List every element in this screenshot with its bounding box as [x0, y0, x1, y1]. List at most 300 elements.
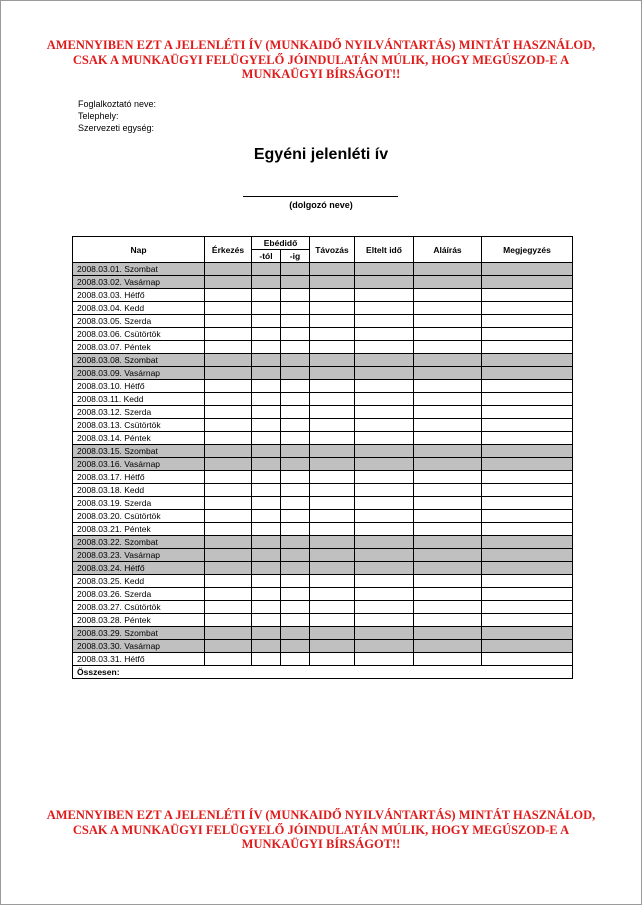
arrival-cell[interactable] — [205, 640, 252, 653]
remarks-cell[interactable] — [482, 640, 573, 653]
day-cell: 2008.03.11. Kedd — [73, 393, 205, 406]
lunch-from-cell[interactable] — [252, 653, 281, 666]
elapsed-cell[interactable] — [355, 432, 414, 445]
signature-cell[interactable] — [414, 432, 482, 445]
unit-label: Szervezeti egység: — [78, 123, 155, 133]
header-departure: Távozás — [310, 237, 355, 263]
signature-cell[interactable] — [414, 484, 482, 497]
lunch-from-cell[interactable] — [252, 341, 281, 354]
lunch-to-cell[interactable] — [281, 419, 310, 432]
day-cell: 2008.03.12. Szerda — [73, 406, 205, 419]
day-cell: 2008.03.31. Hétfő — [73, 653, 205, 666]
day-cell: 2008.03.18. Kedd — [73, 484, 205, 497]
elapsed-cell[interactable] — [355, 497, 414, 510]
day-cell: 2008.03.16. Vasárnap — [73, 458, 205, 471]
table-row — [73, 406, 573, 419]
lunch-from-cell[interactable] — [252, 510, 281, 523]
remarks-cell[interactable] — [482, 575, 573, 588]
lunch-from-cell[interactable] — [252, 458, 281, 471]
lunch-to-cell[interactable] — [281, 484, 310, 497]
signature-cell[interactable] — [414, 367, 482, 380]
lunch-to-cell[interactable] — [281, 458, 310, 471]
arrival-cell[interactable] — [205, 549, 252, 562]
table-row — [73, 601, 573, 614]
elapsed-cell[interactable] — [355, 653, 414, 666]
remarks-cell[interactable] — [482, 276, 573, 289]
table-row — [73, 276, 573, 289]
signature-cell[interactable] — [414, 315, 482, 328]
signature-cell[interactable] — [414, 380, 482, 393]
elapsed-cell[interactable] — [355, 406, 414, 419]
remarks-cell[interactable] — [482, 653, 573, 666]
elapsed-cell[interactable] — [355, 393, 414, 406]
day-cell: 2008.03.20. Csütörtök — [73, 510, 205, 523]
day-cell: 2008.03.17. Hétfő — [73, 471, 205, 484]
remarks-cell[interactable] — [482, 367, 573, 380]
elapsed-cell[interactable] — [355, 575, 414, 588]
table-row — [73, 627, 573, 640]
lunch-from-cell[interactable] — [252, 601, 281, 614]
remarks-cell[interactable] — [482, 523, 573, 536]
signature-cell[interactable] — [414, 263, 482, 276]
remarks-cell[interactable] — [482, 263, 573, 276]
total-row — [73, 666, 573, 679]
signature-cell[interactable] — [414, 640, 482, 653]
lunch-to-cell[interactable] — [281, 562, 310, 575]
lunch-from-cell[interactable] — [252, 276, 281, 289]
elapsed-cell[interactable] — [355, 341, 414, 354]
day-cell: 2008.03.08. Szombat — [73, 354, 205, 367]
lunch-to-cell[interactable] — [281, 406, 310, 419]
lunch-to-cell[interactable] — [281, 328, 310, 341]
remarks-cell[interactable] — [482, 302, 573, 315]
header-lunch: Ebédidő — [252, 237, 310, 250]
table-row — [73, 510, 573, 523]
lunch-from-cell[interactable] — [252, 419, 281, 432]
lunch-to-cell[interactable] — [281, 471, 310, 484]
arrival-cell[interactable] — [205, 536, 252, 549]
day-cell: 2008.03.30. Vasárnap — [73, 640, 205, 653]
table-row — [73, 380, 573, 393]
lunch-from-cell[interactable] — [252, 289, 281, 302]
day-cell: 2008.03.23. Vasárnap — [73, 549, 205, 562]
elapsed-cell[interactable] — [355, 549, 414, 562]
table-row — [73, 523, 573, 536]
departure-cell[interactable] — [310, 328, 355, 341]
employee-name-line — [243, 196, 398, 197]
day-cell: 2008.03.19. Szerda — [73, 497, 205, 510]
lunch-from-cell[interactable] — [252, 315, 281, 328]
table-row — [73, 562, 573, 575]
lunch-to-cell[interactable] — [281, 523, 310, 536]
remarks-cell[interactable] — [482, 549, 573, 562]
lunch-from-cell[interactable] — [252, 393, 281, 406]
timesheet-body — [73, 263, 573, 666]
departure-cell[interactable] — [310, 601, 355, 614]
remarks-cell[interactable] — [482, 562, 573, 575]
table-row — [73, 367, 573, 380]
day-cell: 2008.03.05. Szerda — [73, 315, 205, 328]
signature-cell[interactable] — [414, 393, 482, 406]
day-cell: 2008.03.27. Csütörtök — [73, 601, 205, 614]
remarks-cell[interactable] — [482, 432, 573, 445]
remarks-cell[interactable] — [482, 315, 573, 328]
warning-banner-bottom: AMENNYIBEN EZT A JELENLÉTI ÍV (MUNKAIDŐ NYILVÁNTARTÁS) MINTÁT HASZNÁLOD, CSAK A MUNKAÜGYI FELÜGYELŐ JÓINDULATÁN MÚLIK, HOGY MEGÚSZOD-E A MUNKAÜGYI BÍRSÁGOT!! — [46, 808, 596, 851]
signature-cell[interactable] — [414, 497, 482, 510]
day-cell: 2008.03.28. Péntek — [73, 614, 205, 627]
signature-cell[interactable] — [414, 653, 482, 666]
lunch-to-cell[interactable] — [281, 640, 310, 653]
lunch-to-cell[interactable] — [281, 302, 310, 315]
signature-cell[interactable] — [414, 341, 482, 354]
signature-cell[interactable] — [414, 588, 482, 601]
departure-cell[interactable] — [310, 289, 355, 302]
lunch-to-cell[interactable] — [281, 445, 310, 458]
lunch-to-cell[interactable] — [281, 263, 310, 276]
table-row — [73, 484, 573, 497]
lunch-from-cell[interactable] — [252, 302, 281, 315]
day-cell: 2008.03.01. Szombat — [73, 263, 205, 276]
remarks-cell[interactable] — [482, 445, 573, 458]
arrival-cell[interactable] — [205, 341, 252, 354]
lunch-from-cell[interactable] — [252, 523, 281, 536]
departure-cell[interactable] — [310, 536, 355, 549]
remarks-cell[interactable] — [482, 354, 573, 367]
signature-cell[interactable] — [414, 510, 482, 523]
departure-cell[interactable] — [310, 354, 355, 367]
table-row — [73, 445, 573, 458]
elapsed-cell[interactable] — [355, 354, 414, 367]
table-row — [73, 432, 573, 445]
arrival-cell[interactable] — [205, 263, 252, 276]
header-remarks: Megjegyzés — [482, 237, 573, 263]
arrival-cell[interactable] — [205, 523, 252, 536]
table-row — [73, 354, 573, 367]
day-cell: 2008.03.15. Szombat — [73, 445, 205, 458]
header-day: Nap — [73, 237, 205, 263]
table-row — [73, 341, 573, 354]
lunch-from-cell[interactable] — [252, 367, 281, 380]
total-label: Összesen: — [73, 666, 573, 679]
lunch-from-cell[interactable] — [252, 497, 281, 510]
elapsed-cell[interactable] — [355, 523, 414, 536]
lunch-from-cell[interactable] — [252, 432, 281, 445]
elapsed-cell[interactable] — [355, 445, 414, 458]
departure-cell[interactable] — [310, 523, 355, 536]
lunch-from-cell[interactable] — [252, 471, 281, 484]
departure-cell[interactable] — [310, 627, 355, 640]
remarks-cell[interactable] — [482, 380, 573, 393]
lunch-to-cell[interactable] — [281, 575, 310, 588]
header-elapsed: Eltelt idő — [355, 237, 414, 263]
table-row — [73, 471, 573, 484]
departure-cell[interactable] — [310, 562, 355, 575]
signature-cell[interactable] — [414, 575, 482, 588]
day-cell: 2008.03.25. Kedd — [73, 575, 205, 588]
signature-cell[interactable] — [414, 328, 482, 341]
elapsed-cell[interactable] — [355, 601, 414, 614]
departure-cell[interactable] — [310, 588, 355, 601]
arrival-cell[interactable] — [205, 289, 252, 302]
lunch-to-cell[interactable] — [281, 627, 310, 640]
day-cell: 2008.03.24. Hétfő — [73, 562, 205, 575]
day-cell: 2008.03.21. Péntek — [73, 523, 205, 536]
elapsed-cell[interactable] — [355, 562, 414, 575]
departure-cell[interactable] — [310, 471, 355, 484]
elapsed-cell[interactable] — [355, 367, 414, 380]
warning-banner-top: AMENNYIBEN EZT A JELENLÉTI ÍV (MUNKAIDŐ NYILVÁNTARTÁS) MINTÁT HASZNÁLOD, CSAK A MUNKAÜGYI FELÜGYELŐ JÓINDULATÁN MÚLIK, HOGY MEGÚSZOD-E A MUNKAÜGYI BÍRSÁGOT!! — [46, 38, 596, 81]
day-cell: 2008.03.07. Péntek — [73, 341, 205, 354]
departure-cell[interactable] — [310, 406, 355, 419]
remarks-cell[interactable] — [482, 588, 573, 601]
signature-cell[interactable] — [414, 445, 482, 458]
day-cell: 2008.03.26. Szerda — [73, 588, 205, 601]
site-label: Telephely: — [78, 111, 119, 121]
departure-cell[interactable] — [310, 497, 355, 510]
lunch-to-cell[interactable] — [281, 341, 310, 354]
arrival-cell[interactable] — [205, 575, 252, 588]
arrival-cell[interactable] — [205, 328, 252, 341]
table-row — [73, 536, 573, 549]
lunch-from-cell[interactable] — [252, 380, 281, 393]
lunch-to-cell[interactable] — [281, 549, 310, 562]
elapsed-cell[interactable] — [355, 614, 414, 627]
table-row — [73, 289, 573, 302]
table-row — [73, 549, 573, 562]
day-cell: 2008.03.02. Vasárnap — [73, 276, 205, 289]
elapsed-cell[interactable] — [355, 315, 414, 328]
timesheet-table — [72, 236, 573, 679]
arrival-cell[interactable] — [205, 510, 252, 523]
lunch-from-cell[interactable] — [252, 562, 281, 575]
departure-cell[interactable] — [310, 614, 355, 627]
lunch-from-cell[interactable] — [252, 536, 281, 549]
lunch-to-cell[interactable] — [281, 367, 310, 380]
elapsed-cell[interactable] — [355, 263, 414, 276]
arrival-cell[interactable] — [205, 380, 252, 393]
arrival-cell[interactable] — [205, 627, 252, 640]
arrival-cell[interactable] — [205, 445, 252, 458]
lunch-from-cell[interactable] — [252, 575, 281, 588]
document-title: Egyéni jelenléti ív — [253, 146, 389, 163]
elapsed-cell[interactable] — [355, 302, 414, 315]
signature-cell[interactable] — [414, 458, 482, 471]
remarks-cell[interactable] — [482, 627, 573, 640]
lunch-to-cell[interactable] — [281, 276, 310, 289]
table-row — [73, 328, 573, 341]
day-cell: 2008.03.13. Csütörtök — [73, 419, 205, 432]
arrival-cell[interactable] — [205, 458, 252, 471]
remarks-cell[interactable] — [482, 510, 573, 523]
table-row — [73, 575, 573, 588]
table-row — [73, 497, 573, 510]
elapsed-cell[interactable] — [355, 640, 414, 653]
elapsed-cell[interactable] — [355, 471, 414, 484]
arrival-cell[interactable] — [205, 653, 252, 666]
departure-cell[interactable] — [310, 432, 355, 445]
signature-cell[interactable] — [414, 471, 482, 484]
remarks-cell[interactable] — [482, 419, 573, 432]
lunch-to-cell[interactable] — [281, 536, 310, 549]
departure-cell[interactable] — [310, 549, 355, 562]
lunch-to-cell[interactable] — [281, 510, 310, 523]
employer-info — [78, 98, 156, 134]
departure-cell[interactable] — [310, 653, 355, 666]
signature-cell[interactable] — [414, 354, 482, 367]
remarks-cell[interactable] — [482, 289, 573, 302]
lunch-from-cell[interactable] — [252, 263, 281, 276]
arrival-cell[interactable] — [205, 367, 252, 380]
table-row — [73, 315, 573, 328]
arrival-cell[interactable] — [205, 471, 252, 484]
table-row — [73, 653, 573, 666]
elapsed-cell[interactable] — [355, 627, 414, 640]
lunch-from-cell[interactable] — [252, 445, 281, 458]
remarks-cell[interactable] — [482, 536, 573, 549]
remarks-cell[interactable] — [482, 328, 573, 341]
lunch-to-cell[interactable] — [281, 601, 310, 614]
departure-cell[interactable] — [310, 575, 355, 588]
employer-name-label: Foglalkoztató neve: — [78, 99, 157, 109]
signature-cell[interactable] — [414, 302, 482, 315]
remarks-cell[interactable] — [482, 497, 573, 510]
table-row — [73, 263, 573, 276]
lunch-to-cell[interactable] — [281, 614, 310, 627]
arrival-cell[interactable] — [205, 614, 252, 627]
signature-cell[interactable] — [414, 627, 482, 640]
day-cell: 2008.03.14. Péntek — [73, 432, 205, 445]
employee-name-caption: (dolgozó neve) — [289, 200, 353, 210]
remarks-cell[interactable] — [482, 601, 573, 614]
lunch-to-cell[interactable] — [281, 393, 310, 406]
arrival-cell[interactable] — [205, 393, 252, 406]
elapsed-cell[interactable] — [355, 536, 414, 549]
arrival-cell[interactable] — [205, 302, 252, 315]
signature-cell[interactable] — [414, 419, 482, 432]
arrival-cell[interactable] — [205, 601, 252, 614]
lunch-to-cell[interactable] — [281, 289, 310, 302]
lunch-to-cell[interactable] — [281, 354, 310, 367]
table-row — [73, 458, 573, 471]
elapsed-cell[interactable] — [355, 588, 414, 601]
departure-cell[interactable] — [310, 315, 355, 328]
departure-cell[interactable] — [310, 302, 355, 315]
header-lunch-from: -tól — [252, 250, 281, 263]
lunch-from-cell[interactable] — [252, 627, 281, 640]
signature-cell[interactable] — [414, 276, 482, 289]
signature-cell[interactable] — [414, 523, 482, 536]
remarks-cell[interactable] — [482, 406, 573, 419]
signature-cell[interactable] — [414, 536, 482, 549]
day-cell: 2008.03.29. Szombat — [73, 627, 205, 640]
arrival-cell[interactable] — [205, 406, 252, 419]
signature-cell[interactable] — [414, 562, 482, 575]
lunch-from-cell[interactable] — [252, 328, 281, 341]
elapsed-cell[interactable] — [355, 510, 414, 523]
signature-cell[interactable] — [414, 289, 482, 302]
arrival-cell[interactable] — [205, 588, 252, 601]
day-cell: 2008.03.09. Vasárnap — [73, 367, 205, 380]
remarks-cell[interactable] — [482, 471, 573, 484]
arrival-cell[interactable] — [205, 419, 252, 432]
table-row — [73, 640, 573, 653]
departure-cell[interactable] — [310, 367, 355, 380]
table-row — [73, 419, 573, 432]
departure-cell[interactable] — [310, 263, 355, 276]
lunch-to-cell[interactable] — [281, 588, 310, 601]
elapsed-cell[interactable] — [355, 276, 414, 289]
remarks-cell[interactable] — [482, 614, 573, 627]
lunch-from-cell[interactable] — [252, 588, 281, 601]
remarks-cell[interactable] — [482, 458, 573, 471]
lunch-from-cell[interactable] — [252, 354, 281, 367]
signature-cell[interactable] — [414, 614, 482, 627]
lunch-from-cell[interactable] — [252, 640, 281, 653]
departure-cell[interactable] — [310, 458, 355, 471]
signature-cell[interactable] — [414, 601, 482, 614]
lunch-from-cell[interactable] — [252, 549, 281, 562]
departure-cell[interactable] — [310, 640, 355, 653]
arrival-cell[interactable] — [205, 432, 252, 445]
departure-cell[interactable] — [310, 393, 355, 406]
day-cell: 2008.03.04. Kedd — [73, 302, 205, 315]
table-row — [73, 614, 573, 627]
elapsed-cell[interactable] — [355, 328, 414, 341]
arrival-cell[interactable] — [205, 484, 252, 497]
remarks-cell[interactable] — [482, 484, 573, 497]
lunch-to-cell[interactable] — [281, 315, 310, 328]
table-row — [73, 588, 573, 601]
signature-cell[interactable] — [414, 406, 482, 419]
lunch-to-cell[interactable] — [281, 497, 310, 510]
elapsed-cell[interactable] — [355, 484, 414, 497]
remarks-cell[interactable] — [482, 393, 573, 406]
lunch-from-cell[interactable] — [252, 406, 281, 419]
header-arrival: Érkezés — [205, 237, 252, 263]
lunch-to-cell[interactable] — [281, 432, 310, 445]
elapsed-cell[interactable] — [355, 380, 414, 393]
departure-cell[interactable] — [310, 419, 355, 432]
lunch-to-cell[interactable] — [281, 380, 310, 393]
departure-cell[interactable] — [310, 341, 355, 354]
remarks-cell[interactable] — [482, 341, 573, 354]
arrival-cell[interactable] — [205, 276, 252, 289]
arrival-cell[interactable] — [205, 315, 252, 328]
arrival-cell[interactable] — [205, 354, 252, 367]
departure-cell[interactable] — [310, 276, 355, 289]
elapsed-cell[interactable] — [355, 458, 414, 471]
table-row — [73, 393, 573, 406]
arrival-cell[interactable] — [205, 497, 252, 510]
lunch-from-cell[interactable] — [252, 484, 281, 497]
elapsed-cell[interactable] — [355, 419, 414, 432]
table-row — [73, 302, 573, 315]
arrival-cell[interactable] — [205, 562, 252, 575]
departure-cell[interactable] — [310, 380, 355, 393]
day-cell: 2008.03.22. Szombat — [73, 536, 205, 549]
day-cell: 2008.03.06. Csütörtök — [73, 328, 205, 341]
departure-cell[interactable] — [310, 510, 355, 523]
lunch-to-cell[interactable] — [281, 653, 310, 666]
signature-cell[interactable] — [414, 549, 482, 562]
header-lunch-to: -ig — [281, 250, 310, 263]
elapsed-cell[interactable] — [355, 289, 414, 302]
departure-cell[interactable] — [310, 445, 355, 458]
lunch-from-cell[interactable] — [252, 614, 281, 627]
departure-cell[interactable] — [310, 484, 355, 497]
day-cell: 2008.03.03. Hétfő — [73, 289, 205, 302]
header-signature: Aláírás — [414, 237, 482, 263]
